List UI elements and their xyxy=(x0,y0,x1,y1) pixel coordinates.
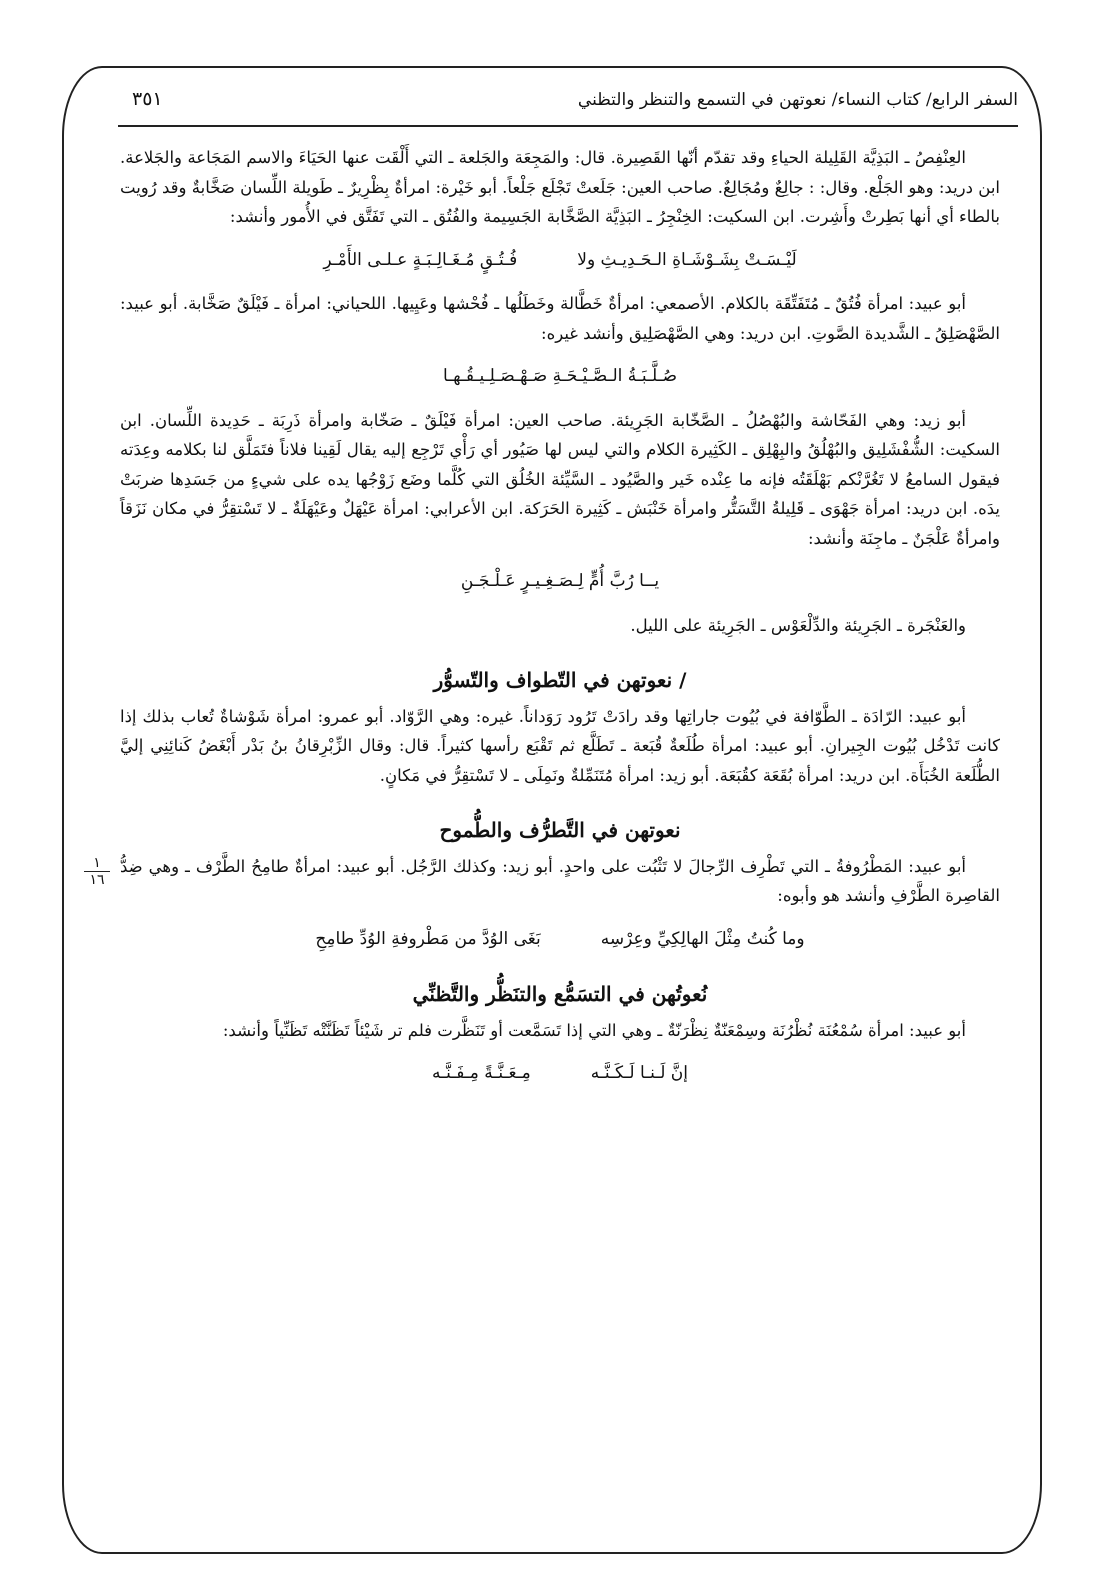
paragraph: أبو عبيد: الرّادَة ـ الطَّوّافة في بُيُوت جاراتِها وقد رادَتْ تَرُود رَوَداناً. غيره: وهي الرَّوّاد. أبو عمرو: امرأة شَوْشاةٌ تُعاب بذلك إذا كانت تَدْخُل بُيُوت الجِيرانِ. أبو عبيد: امرأة طُلَعةٌ قُبَعة ـ تَطَلَّع ثم تَقْبَع رأسها كثيراً. قال: وقال الزِّبْرِقانُ بنُ بَدْر أَبْغَضُ كَنائِنِي إليَّ الطُّلَعة الخُبَأَة. ابن دريد: امرأة بُقَعَة كقُبَعَة. أبو زيد: امرأة مُتَنَمِّلةٌ ونَمِلَى ـ لا تَسْتقِرُّ في مَكانٍ. xyxy=(120,706,1000,785)
verse xyxy=(120,362,1000,392)
margin-note-bottom: ١٦ xyxy=(89,872,105,888)
running-header xyxy=(118,86,1018,118)
page-body xyxy=(120,143,1000,1103)
verse-hemistich-right: يــا رُبَّ أُمٍّ لِـصَـغِـيـرٍ عَـلْـجَـنِ xyxy=(460,571,660,591)
paragraph: والعَنْجَرة ـ الجَرِيئة والدِّلْعَوْس ـ الجَرِيئة على الليل. xyxy=(630,615,966,635)
paragraph: العِنْفِصُ ـ البَذِيَّة القَلِيلة الحياءِ وقد تقدّم أنّها القَصِيرة. قال: والمَجِعَة والجَلعة ـ التي أَلْقَت عنها الحَيَاءَ والاسم المَجَاعة والجَلاعة. ابن دريد: وهو الجَلْع. وقال: : جالِعٌ ومُجَالِعٌ. صاحب العين: جَلَعتْ تَجْلَع جَلْعاً. أبو خَيْرة: امرأةٌ بِظْرِيرٌ ـ طَويلة اللِّسان صَخَّابةٌ وقد رُويت بالطاء أي أنها بَطِرتْ وأَشِرت. ابن السكيت: الخِنْجِرُ ـ البَذِيَّة الصَّخَّابة الجَسِيمة والفُتُق ـ التي تَفَتَّق في الأُمور وأنشد: xyxy=(120,148,1000,226)
verse xyxy=(120,925,1000,955)
paragraph: أبو عبيد: المَطْرُوفةُ ـ التي تَطْرِف الرِّجالَ لا تَثْبُت على واحدٍ. أبو زيد: وكذلك الرَّجُل. أبو عبيد: امرأةٌ طامِحُ الطَّرْف ـ وهي ضِدُّ القاصِرة الطَّرْفِ وأنشد هو وأبوه: xyxy=(120,856,1000,905)
section-heading: نُعوتُهن في التسَمُّع والتنَظُّر والتَّظنِّي xyxy=(412,982,708,1006)
page-number: ٣٥١ xyxy=(132,88,163,110)
header-rule xyxy=(118,125,1018,127)
verse xyxy=(120,567,1000,597)
verse-hemistich-left: فُـتُـقٍ مُـغَـالِـبَـةٍ عـلـى الأَمْـرِ xyxy=(323,249,518,270)
verse-hemistich-left: بَغَى الوُدَّ من مَطْروفةِ الوُدِّ طامِحِ xyxy=(315,928,541,949)
paragraph: أبو عبيد: امرأة سُمْعُنَة نُظْرُنَة وسِمْعَنّةٌ نِظْرَنّةٌ ـ وهي التي إذا تَسَمَّعت أو تَنَظَّرت فلم تر شَيْئاً تَظَنَّتْه تَظَنِّياً وأنشد: xyxy=(222,1020,966,1040)
section-heading: نعوتهن في التَّطرُّف والطُّموح xyxy=(439,818,681,842)
margin-note xyxy=(84,856,110,887)
paragraph: أبو زيد: وهي الفَحّاشة والبُهْصُلُ ـ الصَّخّابة الجَرِيئة. صاحب العين: امرأة فَيْلَقٌ ـ صَخّابة وامرأة ذَرِبَة ـ حَدِيدة اللِّسان. ابن السكيت: الشُّفْشَلِيق والبُهْلُقُ والبِهْلِق ـ الكَثِيرة الكلام والتي ليس لها صَيُور أي رَأْي تَرْجِع إليه يقال لَقِينا فلاناً فتَمَلَّق لنا بكلامه وعِدَته فيقول السامعُ لا تَغُرَّنْكم بَهْلَقَتُه فإنه ما عِنْده خَير والصَّيُود ـ السَّيِّئة الخُلُق التي كُلَّما وضَع زَوْجُها يده على شيءٍ من جَسَدِها ضربَتْ يدَه. ابن دريد: امرأة جَهْوَى ـ قَلِيلةُ التَّسَتُّر وامرأة خَنْبَش ـ كَثِيرة الحَرَكة. ابن الأعرابي: امرأة عَيْهَلٌ وعَيْهَلَةٌ ـ لا تَسْتقِرُّ في مكان نَزَقاً وامرأةٌ عَلْجَنٌ ـ ماجِنَة وأنشد: xyxy=(120,410,1000,548)
verse-hemistich-right: صُـلَّـبَـةُ الـصَّـيْـحَـةِ صَـهْـصَـلِـيـقُـهـا xyxy=(442,366,678,386)
verse-hemistich-right: إنَّ لَـنـا لَـكَـنَّـه xyxy=(590,1063,688,1083)
verse-hemistich-right: وما كُنتُ مِثْلَ الهالِكِيِّ وعِرْسِه xyxy=(600,928,805,949)
section-heading: / نعوتهن في التّطواف والتّسوُّر xyxy=(433,668,687,692)
header-title: السفر الرابع/ كتاب النساء/ نعوتهن في التسمع والتنظر والتظني xyxy=(577,90,1018,110)
verse-hemistich-left: مِـعَـنَّـةً مِـفَـنَّـه xyxy=(431,1063,531,1083)
verse xyxy=(120,1059,1000,1089)
paragraph: أبو عبيد: امرأة فُتُقٌ ـ مُتَفَتِّقَة بالكلام. الأصمعي: امرأةٌ خَطَّالة وخَطَلُها ـ فُحْشها وعَيِيها. اللحياني: امرأة ـ فَيْلَقٌ صَخَّابة. أبو عبيد: الصَّهْصَلِقُ ـ الشَّديدة الصَّوتِ. ابن دريد: وهي الصَّهْصَلِيق وأنشد غيره: xyxy=(120,294,1000,343)
verse xyxy=(120,246,1000,276)
verse-hemistich-right: لَيْـسَـتْ بِشَـوْشَـاةِ الـحَـدِيـثِ ولا xyxy=(577,249,797,270)
margin-note-top: ١ xyxy=(93,855,101,871)
